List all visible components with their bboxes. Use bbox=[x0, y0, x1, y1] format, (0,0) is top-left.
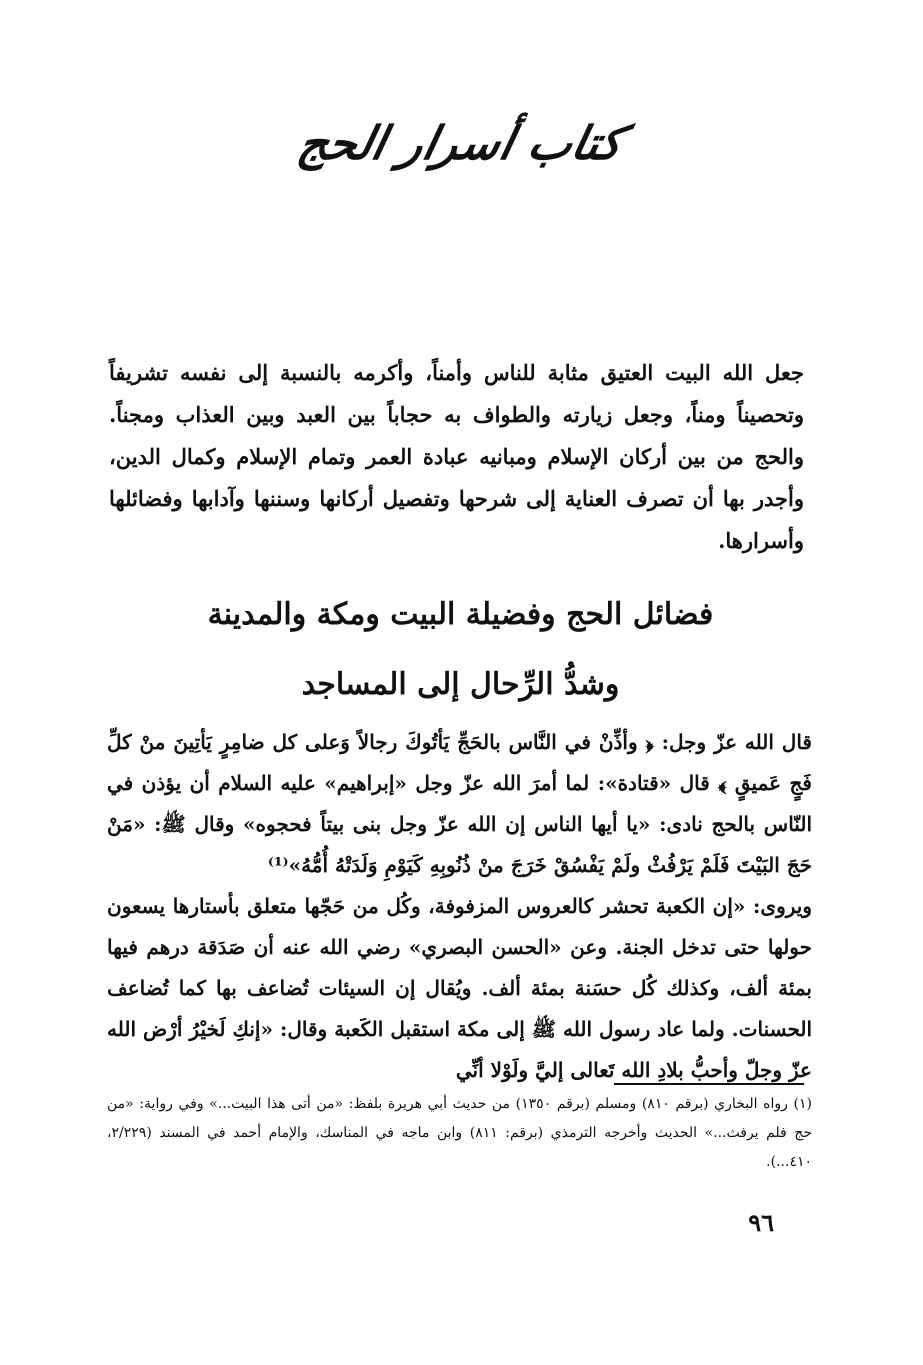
book-title: كتاب أسرار الحج bbox=[294, 116, 629, 170]
section-heading-line-2: وشدُّ الرِّحال إلى المساجد bbox=[302, 667, 621, 702]
body-text bbox=[108, 722, 813, 1091]
body-paragraph-1: قال الله عزّ وجل: ﴿ وأذِّنْ في النَّاس بالحَجِّ يَأتُوكَ رجالاً وَعلى كل ضامِرٍ يَأتِينَ منْ كلِّ فَجٍ عَميقٍ ﴾ قال «قتادة»: لما أمرَ الله عزّ وجل «إبراهيم» عليه السلام أن يؤذن في النّاس بالحج نادى: «يا أيها الناس إن الله عزّ وجل بنى بيتاً فحجوه» وقال ﷺ: «مَنْ حَجَ البَيْتَ فَلَمْ يَرْفُثْ ولَمْ يَفْسُقْ خَرَجَ منْ ذُنُوبِهِ كَيَوْمِ وَلَدَتْهُ أُمُّهُ»⁽¹⁾ bbox=[108, 730, 813, 877]
intro-paragraph bbox=[110, 352, 805, 562]
page-number: ٩٦ bbox=[749, 1208, 775, 1237]
intro-text: جعل الله البيت العتيق مثابة للناس وأمناً، وأكرمه بالنسبة إلى نفسه تشريفاً وتحصيناً ومناً، وجعل زيارته والطواف به حجاباً بين العبد وبين العذاب ومجناً. والحج من بين أركان الإسلام ومبانيه عبادة العمر وتمام الإسلام وكمال الدين، وأجدر بها أن تصرف العناية إلى شرحها وتفصيل أركانها وسننها وآدابها وفضائلها وأسرارها. bbox=[110, 360, 805, 553]
footnotes bbox=[108, 1090, 813, 1177]
footnote-divider bbox=[615, 1083, 805, 1085]
section-heading-line-1: فضائل الحج وفضيلة البيت ومكة والمدينة bbox=[208, 597, 715, 632]
body-paragraph-2: ويروى: «إن الكعبة تحشر كالعروس المزفوفة، وكُل من حَجّها متعلق بأستارها يسعون حولها حتى تدخل الجنة. وعن «الحسن البصري» رضي الله عنه أن صَدَقة درهم فيها بمئة ألف، وكذلك كُل حسَنة بمئة ألف. ويُقال إن السيئات تُضاعف بها كما تُضاعف الحسنات. ولما عاد رسول الله ﷺ إلى مكة استقبل الكَعبة وقال: «إنكِ لَخيْرُ أرْض الله عزّ وجلّ وأحبُّ بلادِ الله تَعالى إليَّ ولَوْلا أنِّي bbox=[108, 894, 814, 1082]
footnote-1: (١) رواه البخاري (برقم ٨١٠) ومسلم (برقم ١٣٥٠) من حديث أبي هريرة بلفظ: «من أتى هذا البيت...» وفي رواية: «من حج فلم يرفث...» الحديث وأخرجه الترمذي (برقم: ٨١١) وابن ماجه في المناسك، والإمام أحمد في المسند (٢/٢٢٩، ٤١٠...). bbox=[108, 1096, 813, 1170]
